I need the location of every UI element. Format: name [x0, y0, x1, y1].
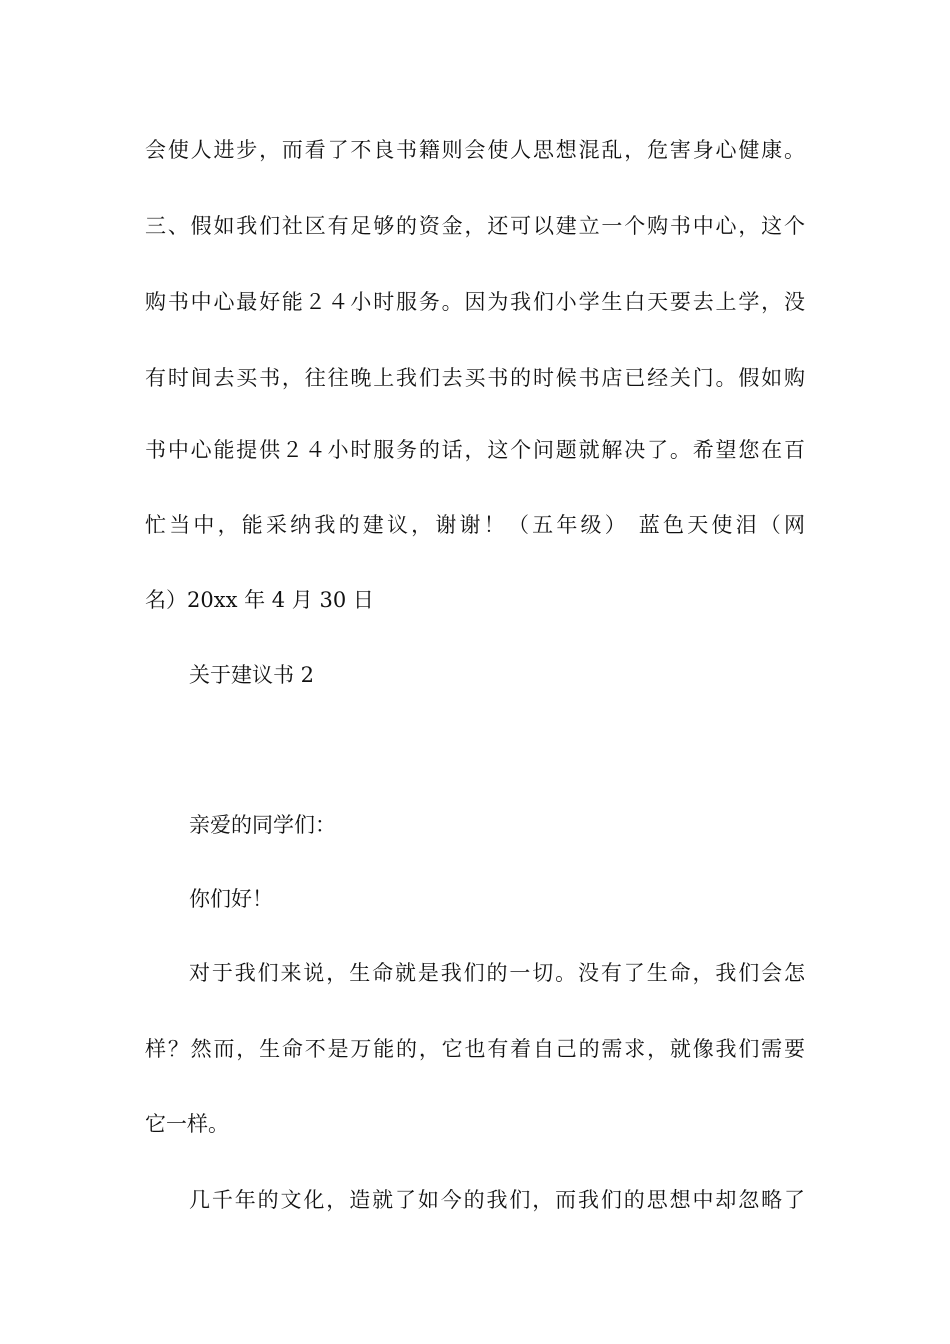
paragraph-line: 它一样。	[145, 1112, 229, 1136]
paragraph-line: 几千年的文化，造就了如今的我们，而我们的思想中却忽略了	[189, 1188, 805, 1212]
section-heading: 关于建议书 2	[189, 663, 315, 687]
salutation: 亲爱的同学们：	[189, 813, 336, 837]
text-line: 书中心能提供２４小时服务的话，这个问题就解决了。希望您在百	[145, 438, 805, 462]
greeting: 你们好！	[189, 887, 273, 911]
paragraph-line: 对于我们来说，生命就是我们的一切。没有了生命，我们会怎	[189, 961, 805, 985]
text-line: 三、假如我们社区有足够的资金，还可以建立一个购书中心，这个	[145, 214, 805, 238]
text-line: 名）20xx 年 4 月 30 日	[145, 588, 374, 612]
paragraph-line: 样？然而，生命不是万能的，它也有着自己的需求，就像我们需要	[145, 1037, 805, 1061]
text-line: 购书中心最好能２４小时服务。因为我们小学生白天要去上学，没	[145, 290, 805, 314]
text-line: 忙当中，能采纳我的建议，谢谢！（五年级） 蓝色天使泪（网	[145, 513, 805, 537]
text-line: 有时间去买书，往往晚上我们去买书的时候书店已经关门。假如购	[145, 366, 805, 390]
text-line: 会使人进步，而看了不良书籍则会使人思想混乱，危害身心健康。	[145, 138, 805, 162]
